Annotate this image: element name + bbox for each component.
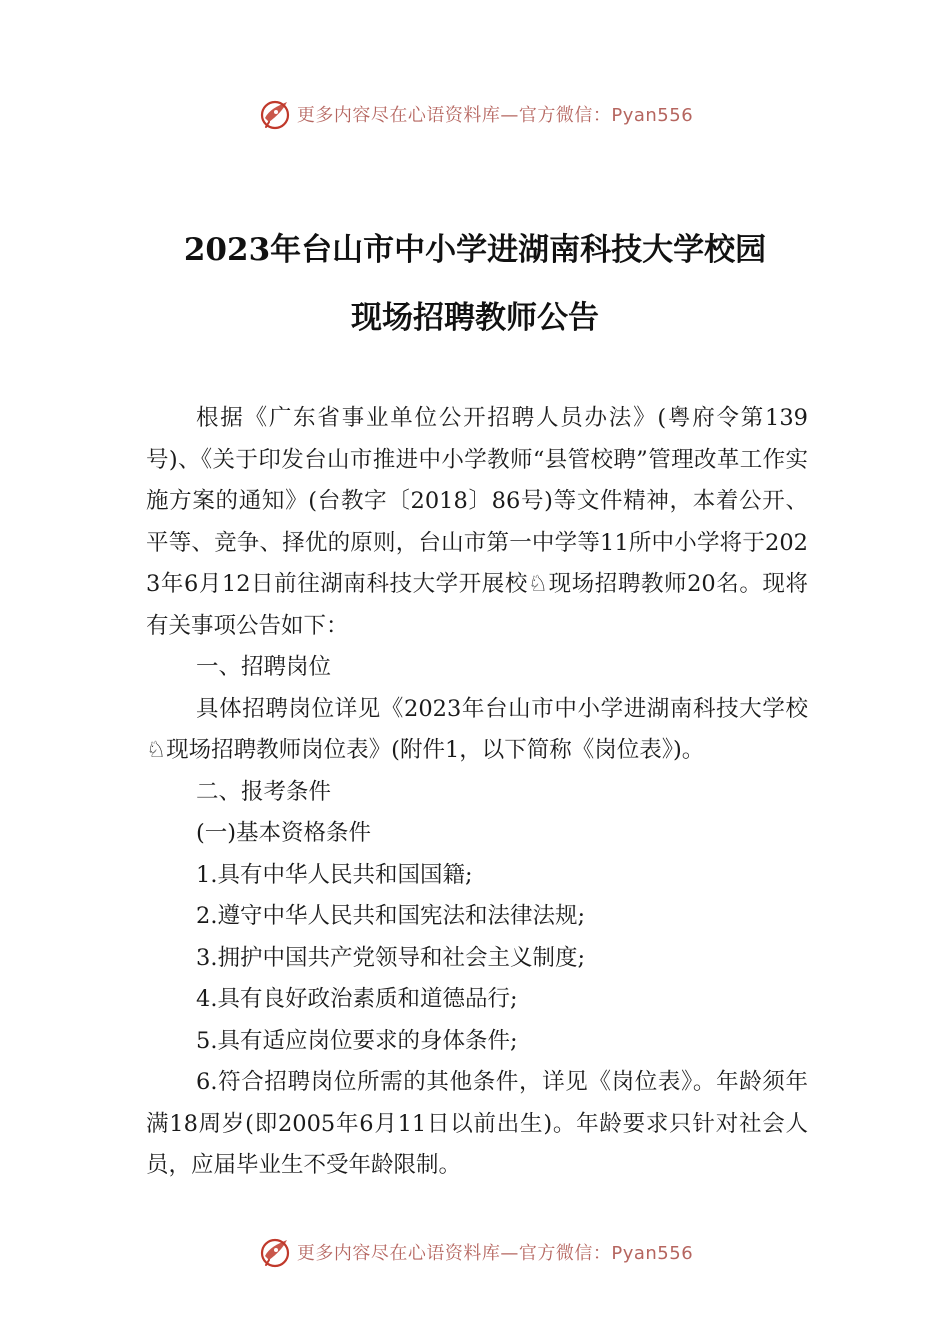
subheading-basic-qualifications: (一)基本资格条件 <box>196 820 372 846</box>
list-item-condition-1: 1.具有中华人民共和国国籍; <box>196 861 473 888</box>
watermark-text: 更多内容尽在心语资料库—官方微信：Pyan556 <box>296 1243 694 1264</box>
list-item-condition-4: 4.具有良好政治素质和道德品行; <box>196 986 518 1012</box>
heading-recruitment-positions: 一、招聘岗位 <box>196 654 332 680</box>
list-item-condition-3: 3.拥护中国共产党领导和社会主义制度; <box>196 944 586 971</box>
heading-application-conditions: 二、报考条件 <box>196 778 332 805</box>
list-item-condition-6: 6.符合招聘岗位所需的其他条件，详见《岗位表》。年龄须年满18周岁(即2005年6月11日以前出生)。年龄要求只针对社会人员，应届毕业生不受年龄限制。 <box>146 1069 808 1178</box>
document-title-line-1: 2023年台山市中小学进湖南科技大学校园 <box>183 232 767 268</box>
watermark-header <box>0 94 950 134</box>
pen-nib-logo-icon <box>257 96 293 132</box>
paragraph-intro: 根据《广东省事业单位公开招聘人员办法》(粤府令第139号)、《关于印发台山市推进中小学教师“县管校聘”管理改革工作实施方案的通知》(台教字〔2018〕86号)等文件精神，本着公开、平等、竞争、择优的原则，台山市第一中学等11所中小学将于2023年6月12日前往湖南科技大学开展校♘现场招聘教师20名。现将有关事项公告如下： <box>146 405 808 639</box>
list-item-condition-2: 2.遵守中华人民共和国宪法和法律法规; <box>196 903 586 929</box>
document-title-line-2: 现场招聘教师公告 <box>351 300 599 336</box>
list-item-condition-5: 5.具有适应岗位要求的身体条件; <box>196 1027 518 1054</box>
watermark-footer <box>0 1232 950 1272</box>
document-body <box>146 398 808 1187</box>
paragraph-positions-detail: 具体招聘岗位详见《2023年台山市中小学进湖南科技大学校♘现场招聘教师岗位表》(附件1，以下简称《岗位表》)。 <box>146 695 808 763</box>
pen-nib-logo-icon <box>257 1234 293 1270</box>
watermark-text: 更多内容尽在心语资料库—官方微信：Pyan556 <box>296 105 694 126</box>
